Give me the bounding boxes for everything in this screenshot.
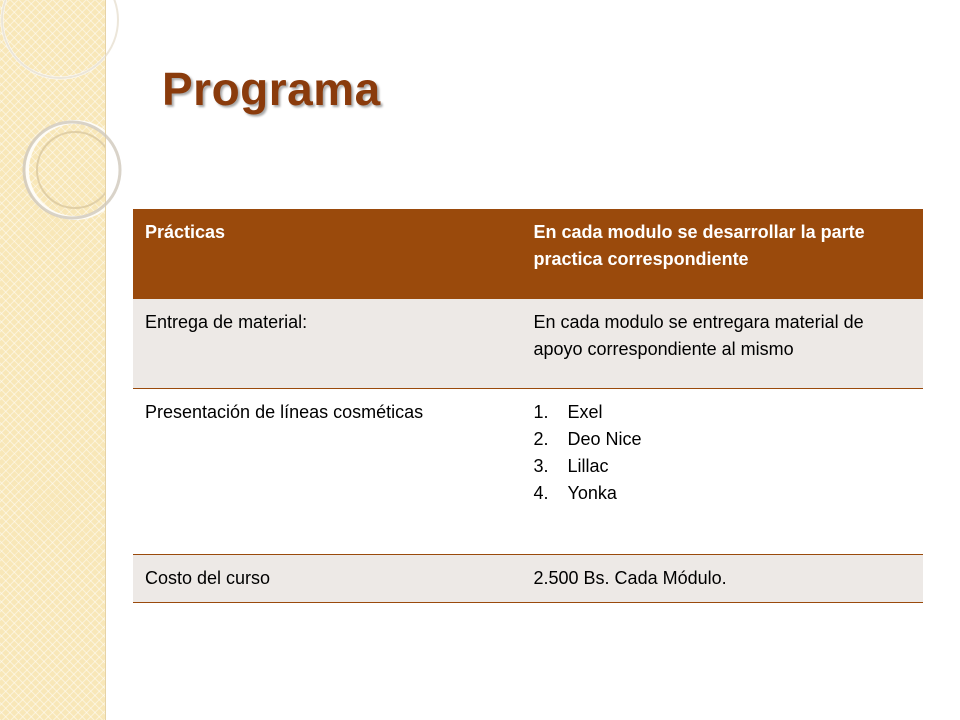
header-cell-practicas: Prácticas <box>145 222 226 242</box>
list-item <box>534 480 912 507</box>
brand-name: Yonka <box>567 483 617 503</box>
list-number: 3. <box>533 456 549 476</box>
brand-name: Exel <box>567 402 603 422</box>
brand-name: Lillac <box>567 456 609 476</box>
table-header-row <box>133 209 923 299</box>
row-label: Presentación de líneas cosméticas <box>145 402 424 422</box>
brand-list-cell <box>530 389 924 555</box>
row-value: 2.500 Bs. Cada Módulo. <box>533 568 727 588</box>
row-label: Costo del curso <box>145 568 271 588</box>
brand-list <box>534 399 912 507</box>
list-item <box>534 426 912 453</box>
row-label: Entrega de material: <box>145 312 308 332</box>
list-item <box>534 453 912 480</box>
list-number: 4. <box>533 483 549 503</box>
brand-name: Deo Nice <box>567 429 642 449</box>
list-number: 1. <box>533 402 549 422</box>
list-number: 2. <box>533 429 549 449</box>
program-table <box>133 209 923 603</box>
table-row <box>133 389 923 555</box>
table-row <box>133 555 923 603</box>
slide-title: Programa <box>162 63 381 115</box>
list-item <box>534 399 912 426</box>
table-row <box>133 299 923 389</box>
row-value: En cada modulo se entregara material de apoyo correspondiente al mismo <box>533 312 864 359</box>
header-cell-description: En cada modulo se desarrollar la parte practica correspondiente <box>533 222 865 269</box>
